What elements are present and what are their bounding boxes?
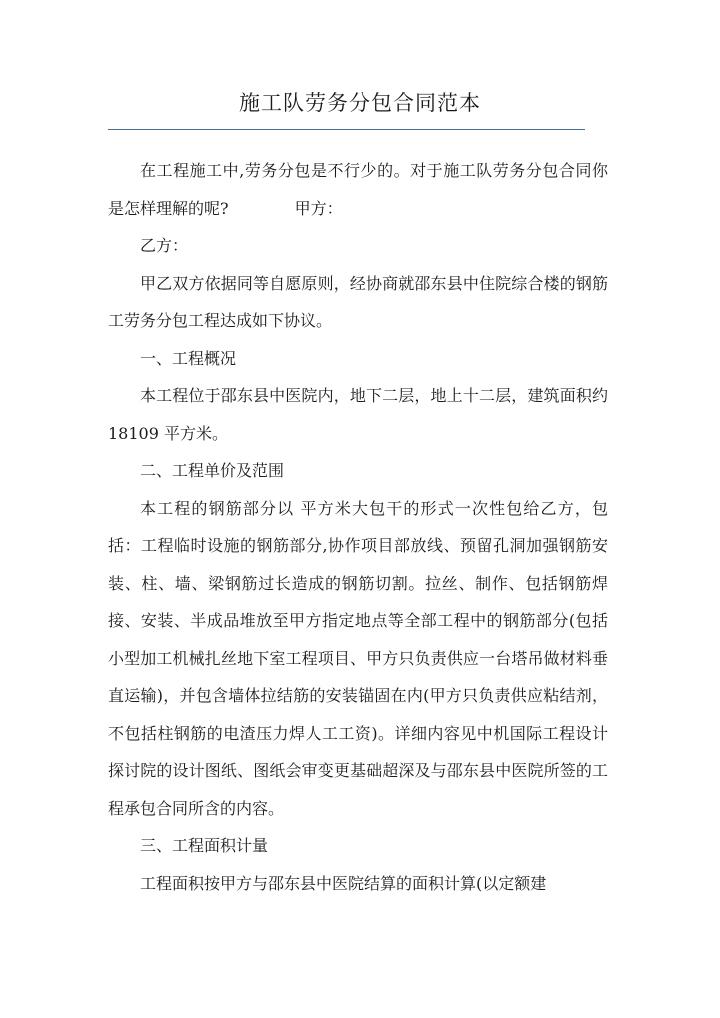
heading-section-2: 二、工程单价及范围 [140, 461, 285, 480]
paragraph-intro [108, 152, 608, 227]
paragraph-overview: 本工程位于邵东县中医院内，地下二层，地上十二层，建筑面积约 18109 平方米。 [108, 386, 608, 443]
heading-section-1: 一、工程概况 [140, 348, 237, 368]
paragraph-scope: 本工程的钢筋部分以 平方米大包干的形式一次性包给乙方，包括：工程临时设施的钢筋部分,协作项目部放线、预留孔洞加强钢筋安装、柱、墙、梁钢筋过长造成的钢筋切割。拉丝、制作、包括钢筋焊接、安装、半成品堆放至甲方指定地点等全部工程中的钢筋部分(包括小型加工机械扎丝地下室工程项目、甲方只负责供应一台塔吊做材料垂直运输)，并包含墙体拉结筋的安装锚固在内(甲方只负责供应粘结剂，不包括柱钢筋的电渣压力焊人工工资)。详细内容见中机国际工程设计探讨院的设计图纸、图纸会审变更基础超深及与邵东县中医院所签的工程承包合同所含的内容。 [108, 498, 608, 818]
document-title: 施工队劳务分包合同范本 [239, 91, 481, 115]
heading-section-3: 三、工程面积计量 [140, 836, 269, 855]
title-divider [108, 129, 585, 130]
intro-text: 在工程施工中,劳务分包是不行少的。对于施工队劳务分包合同你是怎样理解的呢? [108, 161, 608, 218]
paragraph-agreement: 甲乙双方依据同等自愿原则，经协商就邵东县中住院综合楼的钢筋工劳务分包工程达成如下协议。 [108, 273, 608, 330]
paragraph-area: 工程面积按甲方与邵东县中医院结算的面积计算(以定额建 [140, 873, 547, 893]
document-body [108, 152, 608, 902]
paragraph-party-b: 乙方： [140, 236, 189, 255]
party-a-label: 甲方： [294, 198, 343, 218]
